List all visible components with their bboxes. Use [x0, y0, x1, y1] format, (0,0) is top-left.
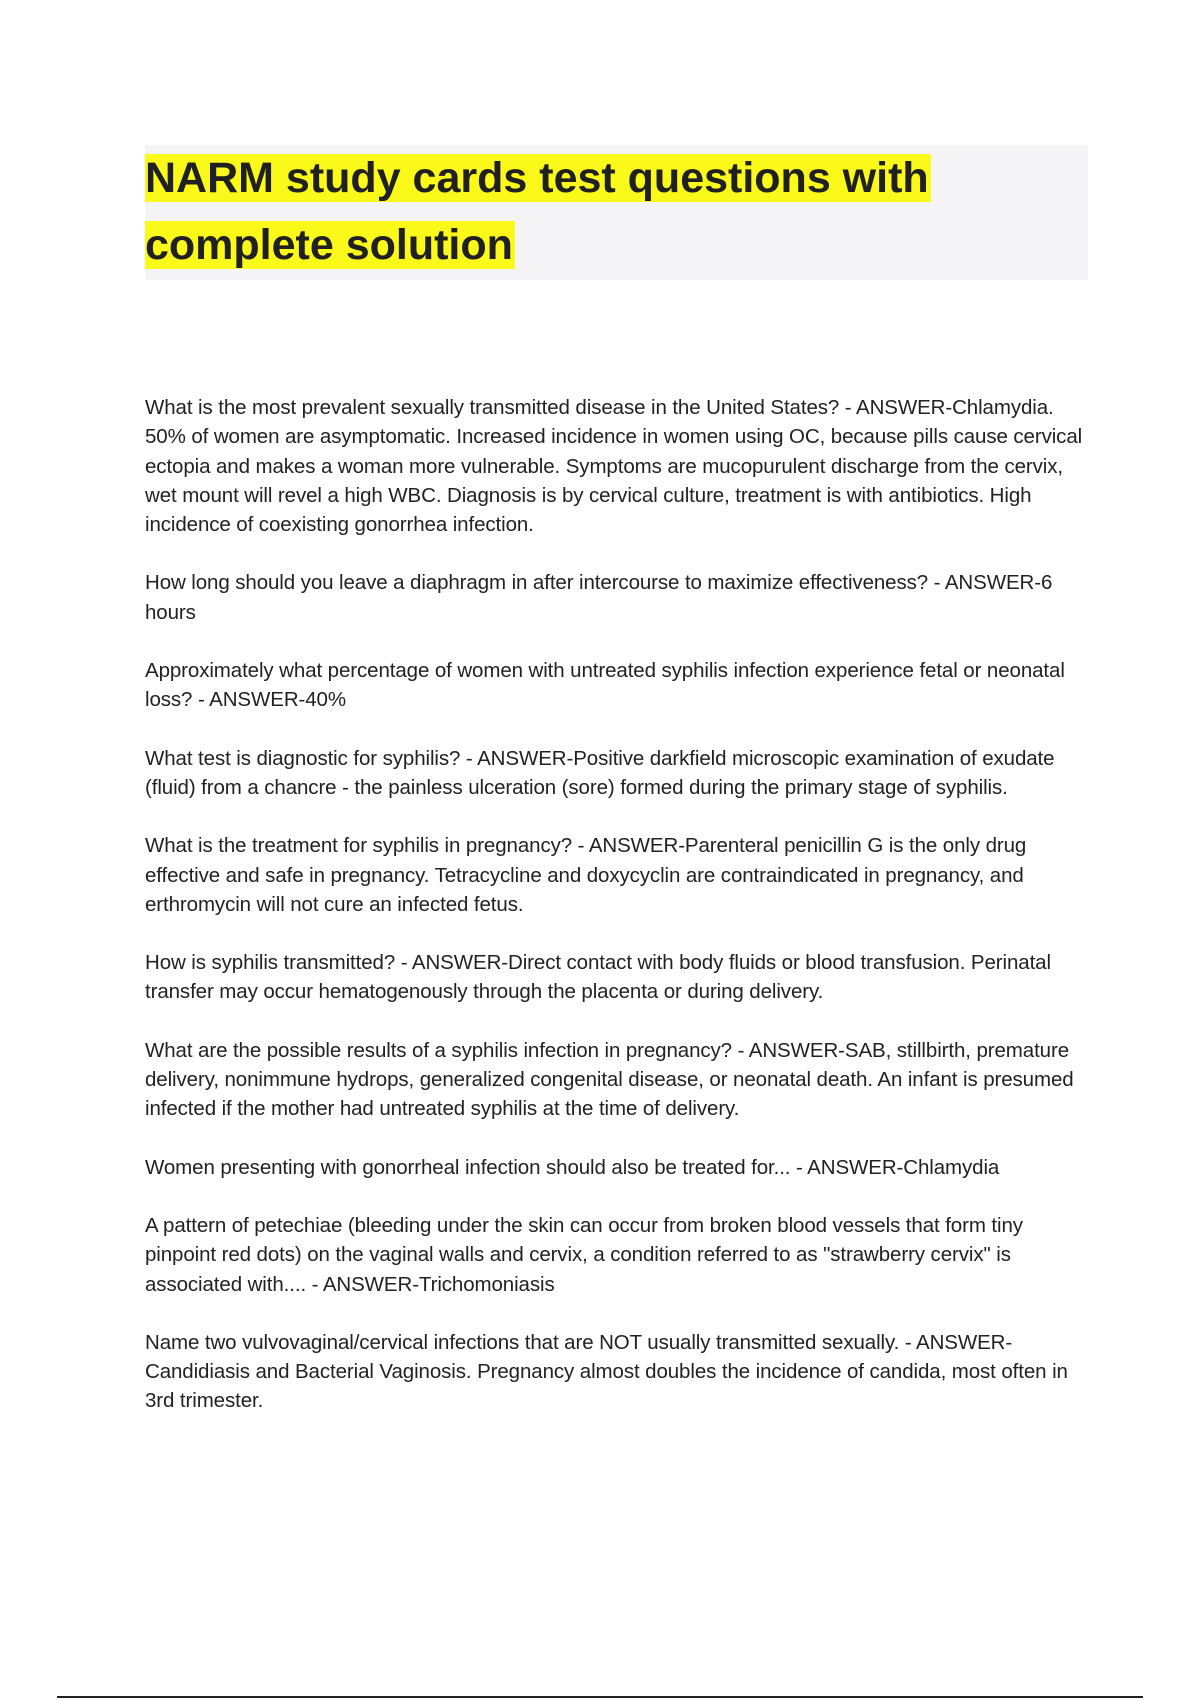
- qa-list: [145, 393, 1090, 1445]
- qa-item: Name two vulvovaginal/cervical infections that are NOT usually transmitted sexually. - ANSWER-Candidiasis and Bacterial Vaginosis. Pregnancy almost doubles the incidence of candida, most often in 3rd trimester.: [145, 1330, 1068, 1413]
- qa-item: How is syphilis transmitted? - ANSWER-Direct contact with body fluids or blood transfusion. Perinatal transfer may occur hematogenously through the placenta or during delivery.: [145, 951, 1051, 1004]
- qa-item: What is the treatment for syphilis in pregnancy? - ANSWER-Parenteral penicillin G is the only drug effective and safe in pregnancy. Tetracycline and doxycyclin are contraindicated in pregnancy, and erthromycin will not cure an infected fetus.: [145, 834, 1027, 916]
- title-block: [145, 145, 1088, 280]
- qa-item: How long should you leave a diaphragm in after intercourse to maximize effectiveness? - ANSWER-6 hours: [145, 571, 1053, 624]
- qa-item: What is the most prevalent sexually transmitted disease in the United States? - ANSWER-Chlamydia. 50% of women are asymptomatic. Increased incidence in women using OC, because pills cause cervical ectopia and makes a woman more vulnerable. Symptoms are mucopurulent discharge from the cervix, wet mount will revel a high WBC. Diagnosis is by cervical culture, treatment is with antibiotics. High incidence of coexisting gonorrhea infection.: [145, 396, 1083, 537]
- qa-item: A pattern of petechiae (bleeding under the skin can occur from broken blood vessels that form tiny pinpoint red dots) on the vaginal walls and cervix, a condition referred to as "strawberry cervix" is associated with.... - ANSWER-Trichomoniasis: [145, 1213, 1023, 1296]
- qa-item: Approximately what percentage of women with untreated syphilis infection experience fetal or neonatal loss? - ANSWER-40%: [145, 659, 1065, 712]
- footer-divider: [57, 1696, 1143, 1698]
- document-title: [145, 145, 1088, 279]
- title-line-1: NARM study cards test questions with: [145, 154, 929, 202]
- qa-item: Women presenting with gonorrheal infection should also be treated for... - ANSWER-Chlamydia: [145, 1155, 1000, 1179]
- qa-item: What test is diagnostic for syphilis? - ANSWER-Positive darkfield microscopic examination of exudate (fluid) from a chancre - the painless ulceration (sore) formed during the primary stage of syphilis.: [145, 746, 1055, 799]
- title-line-2: complete solution: [145, 221, 513, 269]
- qa-item: What are the possible results of a syphilis infection in pregnancy? - ANSWER-SAB, stillbirth, premature delivery, nonimmune hydrops, generalized congenital disease, or neonatal death. An infant is presumed infected if the mother had untreated syphilis at the time of delivery.: [145, 1038, 1074, 1121]
